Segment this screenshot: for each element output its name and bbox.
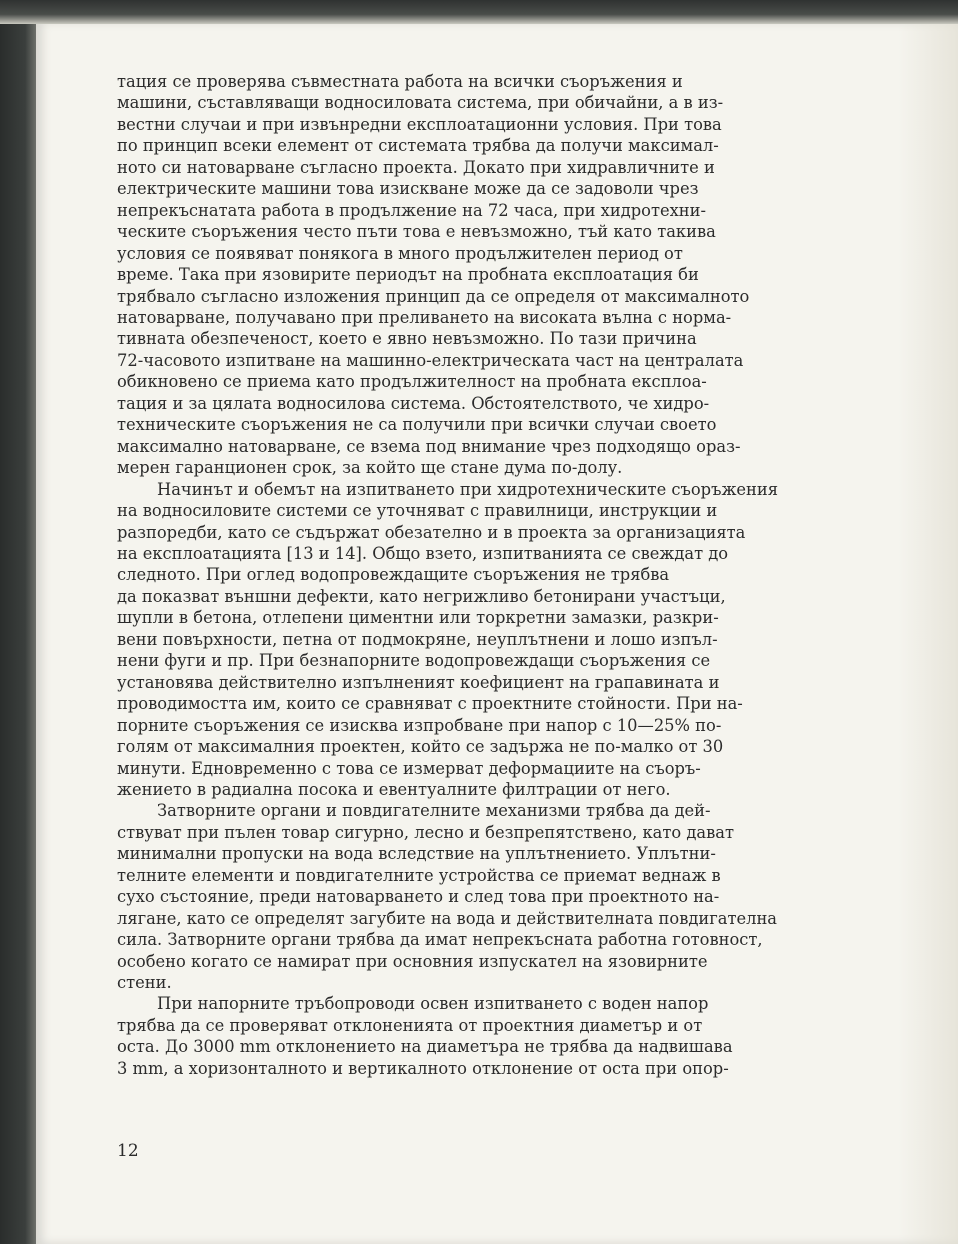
text-line: електрическите машини това изискване може да се задоволи чрез bbox=[117, 179, 699, 199]
text-line: голям от максималния проектен, който се задържа не по-малко от 30 bbox=[117, 737, 724, 757]
page-number: 12 bbox=[117, 1141, 139, 1161]
text-line: сухо състояние, преди натоварването и след това при проектното на- bbox=[117, 887, 720, 907]
text-line: сила. Затворните органи трябва да имат непрекъсната работна готовност, bbox=[117, 930, 763, 950]
paragraph bbox=[117, 479, 809, 801]
paragraph bbox=[117, 800, 809, 993]
text-line: нени фуги и пр. При безнапорните водопровеждащи съоръжения се bbox=[117, 651, 711, 671]
text-line: вестни случаи и при извънредни експлоатационни условия. При това bbox=[117, 114, 722, 134]
text-line: 72-часовото изпитване на машинно-електрическата част на централата bbox=[117, 350, 744, 370]
text-line: условия се появяват понякога в много продължителен период от bbox=[117, 243, 683, 263]
text-line: вени повърхности, петна от подмокряне, неуплътнени и лошо изпъл- bbox=[117, 629, 718, 649]
text-line: установява действително изпълненият коефициент на грапавината и bbox=[117, 672, 720, 692]
text-line: телните елементи и повдигателните устройства се приемат веднаж в bbox=[117, 865, 721, 885]
paragraph bbox=[117, 71, 809, 479]
text-line: тация се проверява съвместната работа на всички съоръжения и bbox=[117, 72, 683, 91]
text-line: следното. При оглед водопровеждащите съоръжения не трябва bbox=[117, 565, 670, 585]
text-line: трябвало съгласно изложения принцип да се определя от максималното bbox=[117, 286, 750, 306]
text-line: максимално натоварване, се взема под внимание чрез подходящо ораз- bbox=[117, 436, 741, 456]
text-line: разпоредби, като се съдържат обезателно и в проекта за организацията bbox=[117, 522, 746, 542]
text-line: на водносиловите системи се уточняват с правилници, инструкции и bbox=[117, 501, 718, 521]
text-line: Начинът и обемът на изпитването при хидротехническите съоръжения bbox=[157, 479, 779, 499]
text-line: обикновено се приема като продължителност на пробната експлоа- bbox=[117, 372, 707, 392]
text-line: време. Така при язовирите периодът на пробната експлоатация би bbox=[117, 265, 699, 285]
text-line: трябва да се проверяват отклоненията от проектния диаметър и от bbox=[117, 1015, 703, 1035]
text-line: машини, съставляващи водносиловата система, при обичайни, а в из- bbox=[117, 93, 724, 113]
text-line: минимални пропуски на вода вследствие на уплътнението. Уплътни- bbox=[117, 844, 716, 864]
text-line: 3 mm, а хоризонталното и вертикалното отклонение от оста при опор- bbox=[117, 1058, 729, 1078]
text-line: тация и за цялата водносилова система. Обстоятелството, че хидро- bbox=[117, 393, 710, 413]
text-line: ното си натоварване съгласно проекта. Докато при хидравличните и bbox=[117, 157, 715, 177]
text-line: техническите съоръжения не са получили при всички случаи своето bbox=[117, 415, 717, 435]
body-text bbox=[117, 71, 809, 1079]
text-line: шупли в бетона, отлепени циментни или торкретни замазки, разкри- bbox=[117, 608, 719, 628]
paragraph bbox=[117, 993, 809, 1079]
text-line: стени. bbox=[117, 973, 172, 993]
text-line: При напорните тръбопроводи освен изпитването с воден напор bbox=[157, 994, 709, 1014]
text-line: ствуват при пълен товар сигурно, лесно и безпрепятствено, като дават bbox=[117, 822, 734, 842]
text-line: на експлоатацията [13 и 14]. Общо взето, изпитванията се свеждат до bbox=[117, 543, 729, 563]
text-line: по принцип всеки елемент от системата трябва да получи максимал- bbox=[117, 136, 719, 156]
text-line: ческите съоръжения често пъти това е невъзможно, тъй като такива bbox=[117, 222, 716, 242]
text-line: натоварване, получавано при преливането на високата вълна с норма- bbox=[117, 307, 732, 327]
text-line: особено когато се намират при основния изпускател на язовирните bbox=[117, 951, 708, 971]
text-line: да показват външни дефекти, като негрижливо бетонирани участъци, bbox=[117, 586, 726, 606]
text-line: Затворните органи и повдигателните механизми трябва да дей- bbox=[157, 801, 711, 821]
top-edge bbox=[0, 0, 958, 24]
page-shading bbox=[898, 0, 958, 1244]
text-line: проводимостта им, които се сравняват с проектните стойности. При на- bbox=[117, 694, 743, 714]
text-line: мерен гаранционен срок, за който ще стане дума по-долу. bbox=[117, 458, 623, 478]
binding-edge bbox=[0, 0, 36, 1244]
text-line: оста. До 3000 mm отклонението на диаметъра не трябва да надвишава bbox=[117, 1037, 733, 1057]
text-line: жението в радиална посока и евентуалните филтрации от него. bbox=[117, 779, 671, 799]
text-line: минути. Едновременно с това се измерват деформациите на съоръ- bbox=[117, 758, 701, 778]
text-line: тивната обезпеченост, което е явно невъзможно. По тази причина bbox=[117, 329, 697, 349]
text-line: порните съоръжения се изисква изпробване при напор с 10—25% по- bbox=[117, 715, 722, 735]
text-line: лягане, като се определят загубите на вода и действителната повдигателна bbox=[117, 908, 778, 928]
text-line: непрекъснатата работа в продължение на 72 часа, при хидротехни- bbox=[117, 200, 706, 220]
